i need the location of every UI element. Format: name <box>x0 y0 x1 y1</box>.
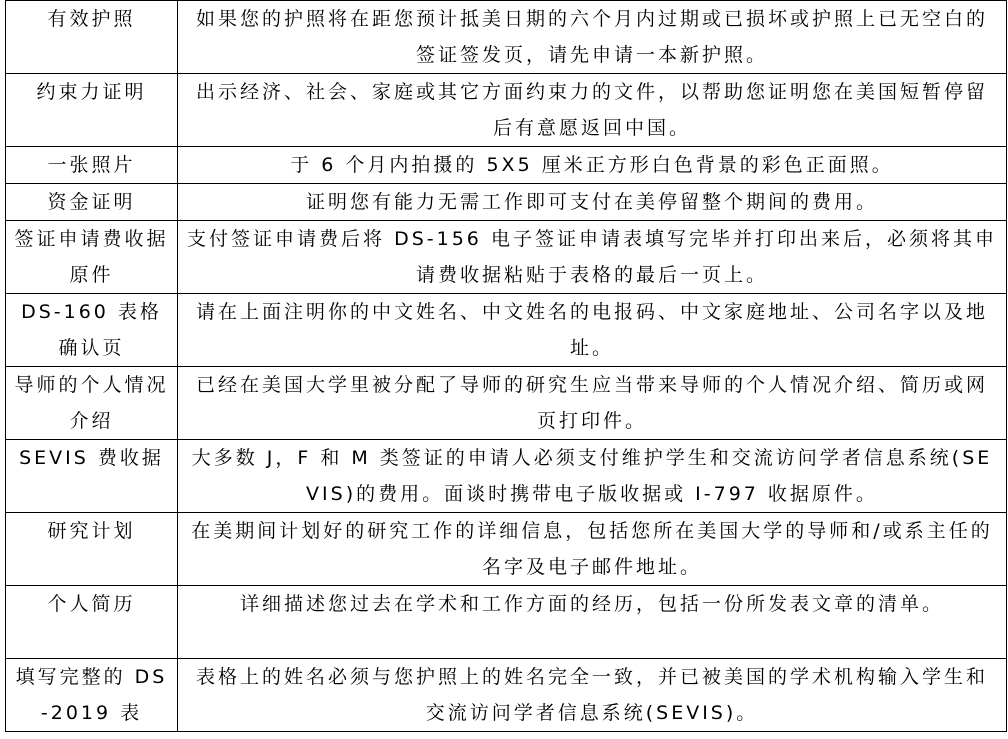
table-row <box>6 367 1007 440</box>
item-description-cell: 支付签证申请费后将 DS-156 电子签证申请表填写完毕并打印出来后，必须将其申请费收据粘贴于表格的最后一页上。 <box>178 221 1007 294</box>
item-description-cell: 已经在美国大学里被分配了导师的研究生应当带来导师的个人情况介绍、简历或网页打印件。 <box>178 367 1007 440</box>
item-name-cell: 一张照片 <box>6 147 178 184</box>
item-description-cell: 表格上的姓名必须与您护照上的姓名完全一致，并已被美国的学术机构输入学生和交流访问学者信息系统(SEVIS)。 <box>178 659 1007 732</box>
item-description-cell: 详细描述您过去在学术和工作方面的经历，包括一份所发表文章的清单。 <box>178 586 1007 659</box>
table-row <box>6 440 1007 513</box>
item-name-cell: 导师的个人情况介绍 <box>6 367 178 440</box>
table-row <box>6 1 1007 74</box>
item-name-cell: 个人简历 <box>6 586 178 659</box>
table-row <box>6 659 1007 732</box>
table-row <box>6 294 1007 367</box>
item-name-cell: 约束力证明 <box>6 74 178 147</box>
item-name-cell: 有效护照 <box>6 1 178 74</box>
item-name-cell: DS-160 表格确认页 <box>6 294 178 367</box>
table-row <box>6 586 1007 659</box>
table-row <box>6 74 1007 147</box>
item-description-cell: 请在上面注明你的中文姓名、中文姓名的电报码、中文家庭地址、公司名字以及地址。 <box>178 294 1007 367</box>
item-name-cell: 填写完整的 DS-2019 表 <box>6 659 178 732</box>
visa-requirements-table <box>5 0 1007 732</box>
item-description-cell: 在美期间计划好的研究工作的详细信息，包括您所在美国大学的导师和/或系主任的名字及电子邮件地址。 <box>178 513 1007 586</box>
item-description-cell: 出示经济、社会、家庭或其它方面约束力的文件，以帮助您证明您在美国短暂停留后有意愿返回中国。 <box>178 74 1007 147</box>
item-name-cell: 资金证明 <box>6 184 178 221</box>
item-name-cell: 研究计划 <box>6 513 178 586</box>
table-row <box>6 221 1007 294</box>
item-name-cell: 签证申请费收据原件 <box>6 221 178 294</box>
item-description-cell: 于 6 个月内拍摄的 5X5 厘米正方形白色背景的彩色正面照。 <box>178 147 1007 184</box>
table-row <box>6 184 1007 221</box>
item-name-cell: SEVIS 费收据 <box>6 440 178 513</box>
table-row <box>6 147 1007 184</box>
table-row <box>6 513 1007 586</box>
item-description-cell: 大多数 J，F 和 M 类签证的申请人必须支付维护学生和交流访问学者信息系统(SEVIS)的费用。面谈时携带电子版收据或 I-797 收据原件。 <box>178 440 1007 513</box>
item-description-cell: 如果您的护照将在距您预计抵美日期的六个月内过期或已损坏或护照上已无空白的签证签发页，请先申请一本新护照。 <box>178 1 1007 74</box>
item-description-cell: 证明您有能力无需工作即可支付在美停留整个期间的费用。 <box>178 184 1007 221</box>
